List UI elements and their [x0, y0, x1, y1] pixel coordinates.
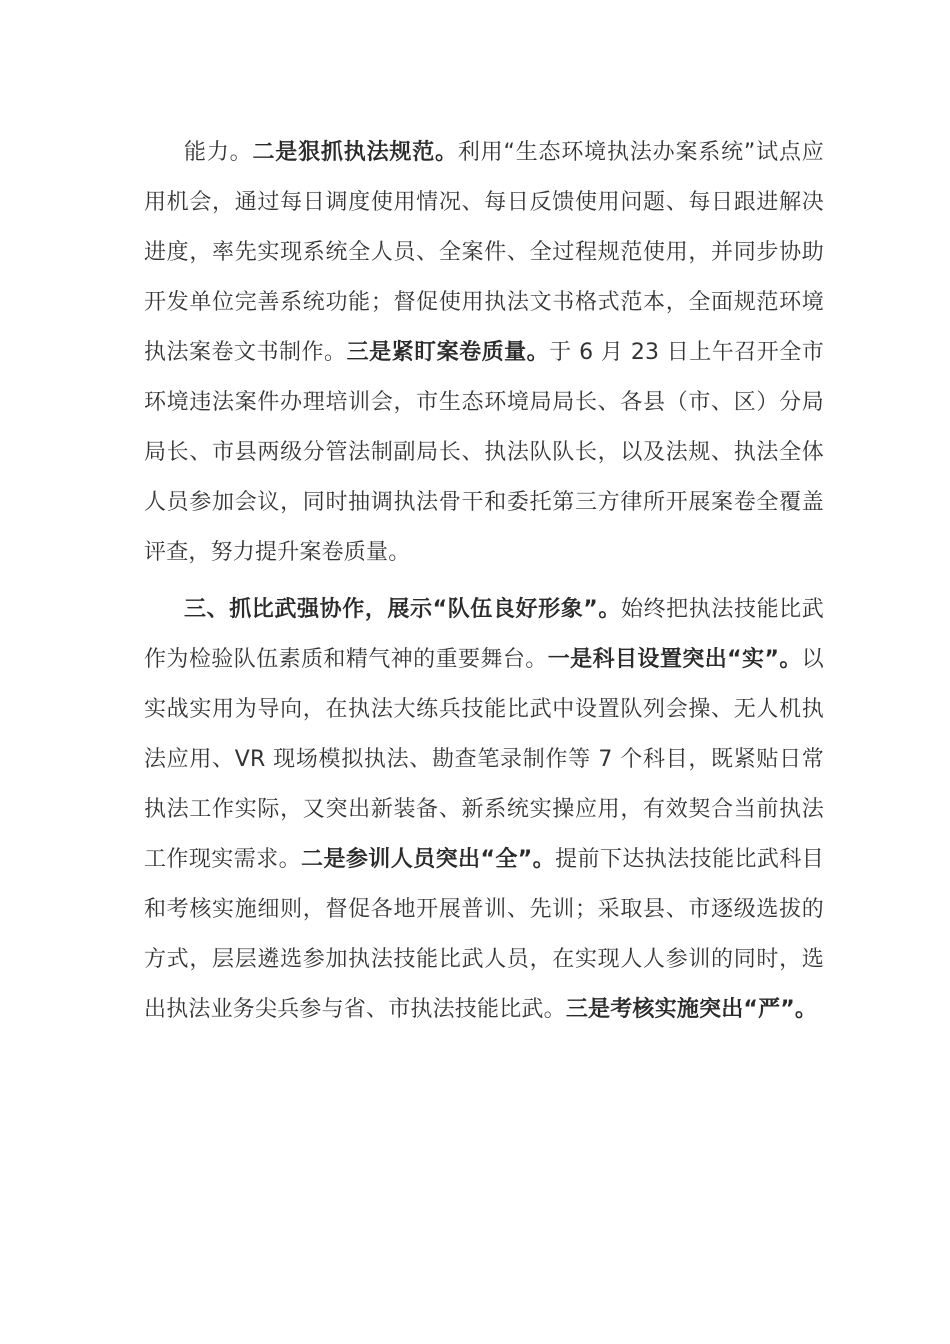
text-segment: 始终把执法技能比武作为检验队伍素质和精气神的重要舞台。 — [144, 597, 824, 672]
heading-strict-standards: 二是狠抓执法规范。 — [252, 140, 458, 165]
paragraph-enforcement-standards — [144, 128, 824, 578]
section-heading-competition: 三、抓比武强协作，展示“队伍良好形象”。 — [184, 597, 621, 622]
text-segment: 利用“生态环境执法办案系统”试点应用机会，通过每日调度使用情况、每日反馈使用问题、每日跟进解决进度，率先实现系统全人员、全案件、全过程规范使用，并同步协助开发单位完善系统功能；督促使用执法文书格式范本，全面规范环境执法案卷文书制作。 — [144, 140, 824, 365]
text-segment: 以实战实用为导向，在执法大练兵技能比武中设置队列会操、无人机执法应用、VR 现场模拟执法、勘查笔录制作等 7 个科目，既紧贴日常执法工作实际，又突出新装备、新系统实操应用，有效契合当前执法工作现实需求。 — [144, 647, 824, 872]
heading-assessment: 三是考核实施突出“严”。 — [565, 997, 818, 1022]
heading-case-quality: 三是紧盯案卷质量。 — [346, 340, 550, 365]
heading-participants: 二是参训人员突出“全”。 — [301, 847, 556, 872]
text-segment: 于 6 月 23 日上午召开全市环境违法案件办理培训会，市生态环境局局长、各县（市、区）分局局长、市县两级分管法制副局长、执法队队长，以及法规、执法全体人员参加会议，同时抽调执法骨干和委托第三方律所开展案卷全覆盖评查，努力提升案卷质量。 — [144, 340, 824, 565]
paragraph-skills-competition — [144, 585, 824, 1035]
heading-subject-setting: 一是科目设置突出“实”。 — [547, 647, 802, 672]
text-segment: 能力。 — [184, 140, 253, 165]
text-segment: 提前下达执法技能比武科目和考核实施细则，督促各地开展普训、先训；采取县、市逐级选拔的方式，层层遴选参加执法技能比武人员，在实现人人参训的同时，选出执法业务尖兵参与省、市执法技能比武。 — [144, 847, 824, 1022]
